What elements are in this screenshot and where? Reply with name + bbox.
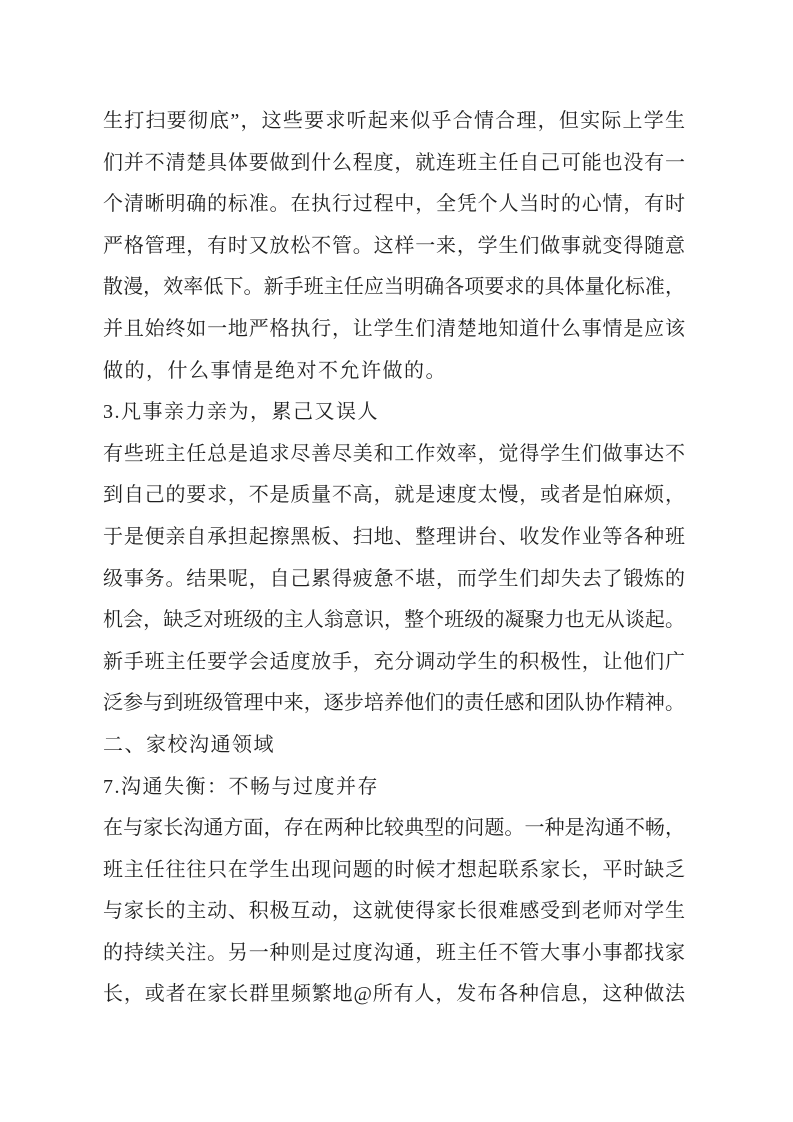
paragraph-line: 有些班主任总是追求尽善尽美和工作效率，觉得学生们做事达不 (103, 442, 685, 465)
paragraph-line: 们并不清楚具体要做到什么程度，就连班主任自己可能也没有一 (103, 151, 685, 174)
paragraph-line: 散漫，效率低下。新手班主任应当明确各项要求的具体量化标准， (103, 276, 685, 299)
paragraph-line: 于是便亲自承担起擦黑板、扫地、整理讲台、收发作业等各种班 (103, 525, 685, 548)
paragraph-line: 班主任往往只在学生出现问题的时候才想起联系家长，平时缺乏 (103, 858, 685, 881)
heading-section-2: 二、家校沟通领域 (103, 733, 275, 756)
paragraph-last-line: 泛参与到班级管理中来，逐步培养他们的责任感和团队协作精神。 (103, 692, 685, 715)
paragraph-last-line: 做的，什么事情是绝对不允许做的。 (103, 359, 447, 382)
heading-item-3: 3.凡事亲力亲为，累己又误人 (103, 401, 379, 424)
paragraph-line: 长，或者在家长群里频繁地@所有人，发布各种信息，这种做法 (103, 983, 685, 1006)
paragraph-line: 并且始终如一地严格执行，让学生们清楚地知道什么事情是应该 (103, 317, 685, 340)
paragraph-line: 在与家长沟通方面，存在两种比较典型的问题。一种是沟通不畅， (103, 817, 685, 840)
paragraph-line: 的持续关注。另一种则是过度沟通，班主任不管大事小事都找家 (103, 941, 685, 964)
paragraph-line: 新手班主任要学会适度放手，充分调动学生的积极性，让他们广 (103, 650, 685, 673)
document-text-block (103, 101, 685, 1016)
paragraph-line: 个清晰明确的标准。在执行过程中，全凭个人当时的心情，有时 (103, 193, 685, 216)
paragraph-line: 与家长的主动、积极互动，这就使得家长很难感受到老师对学生 (103, 900, 685, 923)
heading-item-7: 7.沟通失衡：不畅与过度并存 (103, 775, 379, 798)
paragraph-line: 生打扫要彻底”，这些要求听起来似乎合情合理，但实际上学生 (103, 110, 685, 132)
paragraph-line: 机会，缺乏对班级的主人翁意识，整个班级的凝聚力也无从谈起。 (103, 609, 685, 632)
paragraph-line: 级事务。结果呢，自己累得疲惫不堪，而学生们却失去了锻炼的 (103, 567, 685, 590)
paragraph-line: 严格管理，有时又放松不管。这样一来，学生们做事就变得随意 (103, 234, 685, 257)
paragraph-line: 到自己的要求，不是质量不高，就是速度太慢，或者是怕麻烦， (103, 484, 685, 507)
